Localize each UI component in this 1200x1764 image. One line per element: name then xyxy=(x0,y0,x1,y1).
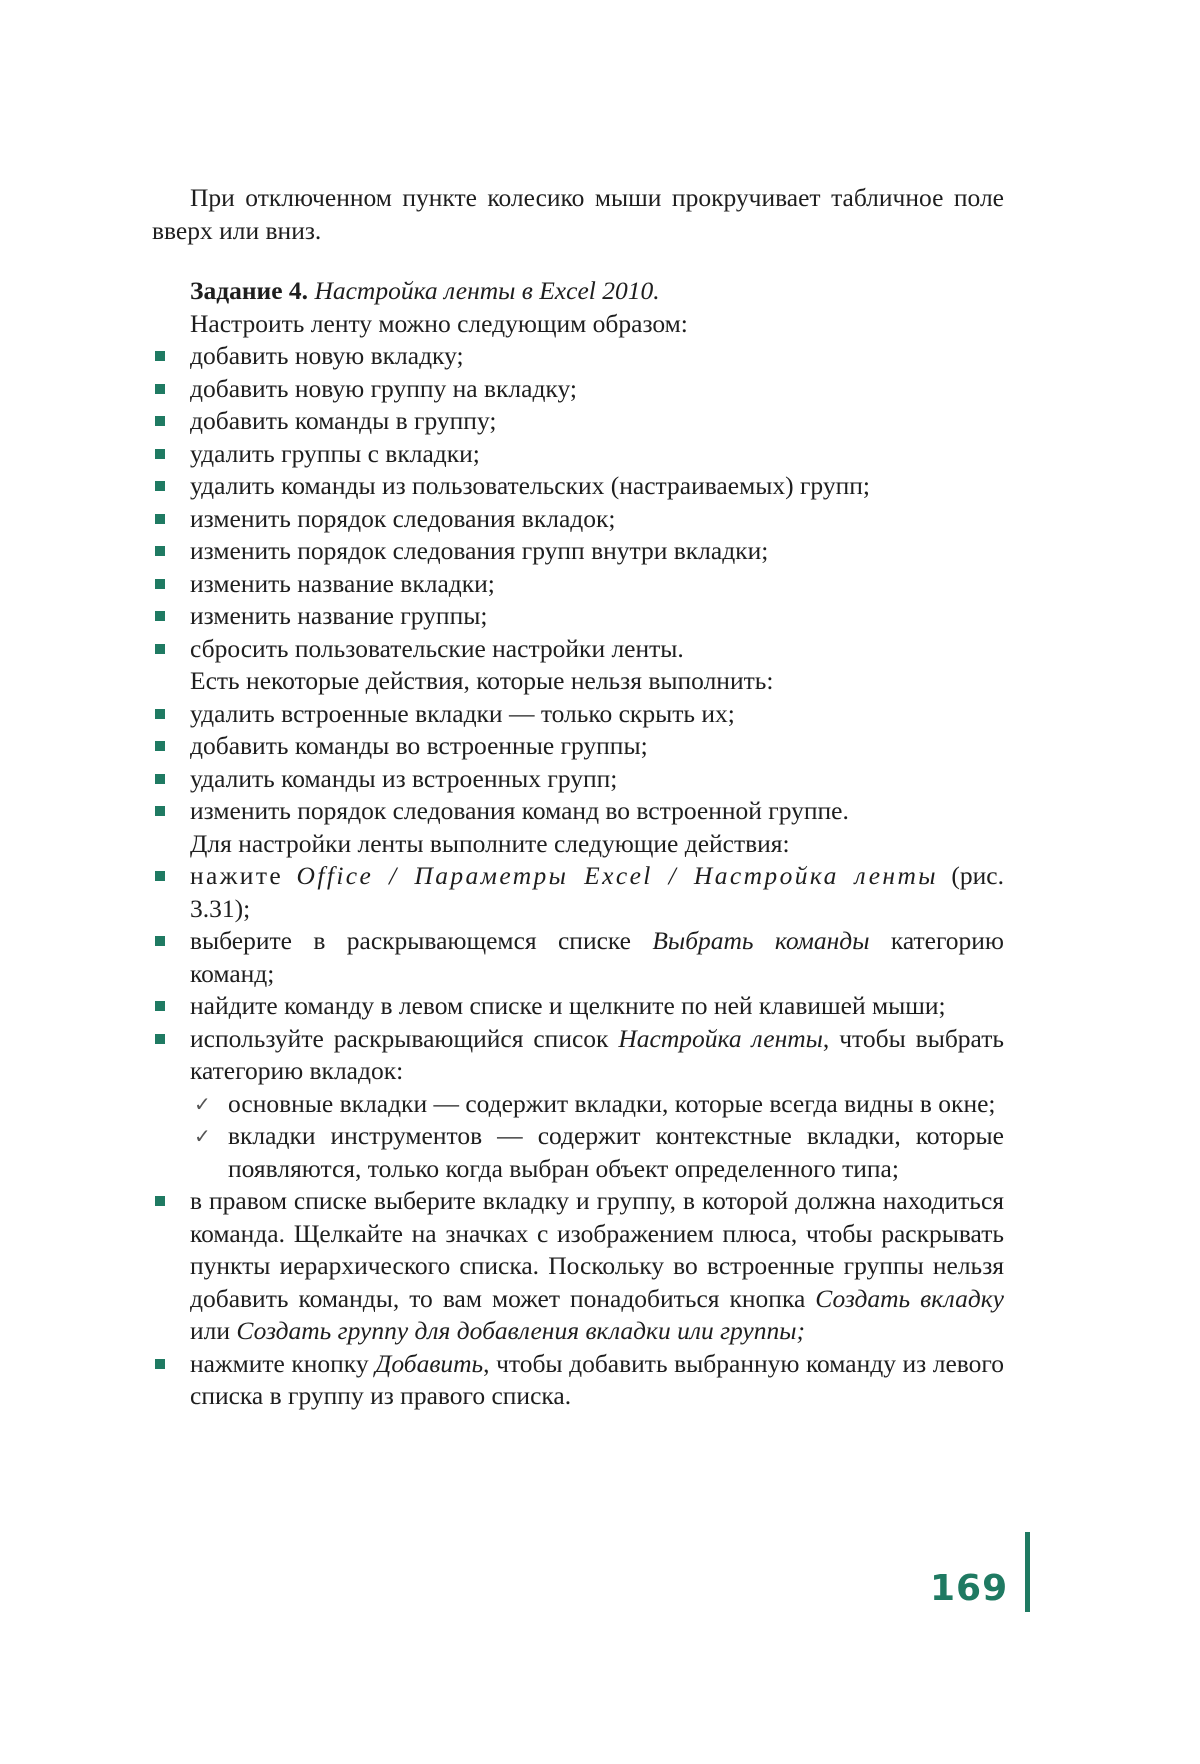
list-item-text: сбросить пользовательские настройки ленты. xyxy=(190,633,684,663)
step-item xyxy=(152,1185,1004,1348)
bullet-square-icon xyxy=(155,806,165,816)
list-item xyxy=(152,795,1004,828)
paragraph-gap xyxy=(152,247,1004,275)
bullet-square-icon xyxy=(155,384,165,394)
sub-list-item-text: основные вкладки — содержит вкладки, которые всегда видны в окне; xyxy=(228,1088,996,1118)
step-text: найдите команду в левом списке и щелкните по ней клавишей мыши; xyxy=(190,991,946,1020)
cannot-intro: Есть некоторые действия, которые нельзя выполнить: xyxy=(190,666,774,695)
checkmark-icon: ✓ xyxy=(194,1091,211,1116)
step-emphasis: Настройка ленты xyxy=(618,1023,823,1053)
menu-path: Office / Параметры Excel / Настройка ленты xyxy=(296,861,938,890)
list-item-text: изменить порядок следования групп внутри вкладки; xyxy=(190,536,769,565)
bullet-square-icon xyxy=(155,579,165,589)
list-item xyxy=(152,633,1004,666)
checkmark-icon: ✓ xyxy=(194,1124,211,1148)
bullet-square-icon xyxy=(155,449,165,459)
step-text: , чтобы выбрать категорию вкладок: xyxy=(190,1023,1004,1085)
bullet-square-icon xyxy=(155,546,165,556)
can-intro: Настроить ленту можно следующим образом: xyxy=(190,308,688,338)
list-item xyxy=(152,763,1004,796)
page-body xyxy=(152,182,1004,1413)
bullet-square-icon xyxy=(155,351,165,361)
intro-paragraph: При отключенном пункте колесико мыши прокручивает табличное поле вверх или вниз. xyxy=(152,183,1004,245)
step-emphasis: Создать группу для добавления вкладки или группы; xyxy=(236,1316,806,1345)
list-item-text: изменить порядок следования вкладок; xyxy=(190,503,616,533)
bullet-square-icon xyxy=(155,709,165,719)
list-item-text: добавить команды во встроенные группы; xyxy=(190,731,648,760)
bullet-square-icon xyxy=(155,741,165,751)
page-number: 169 xyxy=(930,1568,1009,1609)
list-item-text: изменить название вкладки; xyxy=(190,568,495,598)
list-item-text: изменить название группы; xyxy=(190,601,488,630)
step-emphasis: Создать вкладку xyxy=(815,1283,1004,1313)
bullet-square-icon xyxy=(155,774,165,784)
bullet-square-icon xyxy=(155,416,165,426)
list-item xyxy=(152,438,1004,471)
cannot-list xyxy=(152,698,1004,828)
step-item xyxy=(152,925,1004,990)
bullet-square-icon xyxy=(155,871,165,881)
bullet-square-icon xyxy=(155,1196,165,1206)
bullet-square-icon xyxy=(155,1359,165,1369)
bullet-square-icon xyxy=(155,644,165,654)
tab-category-list xyxy=(190,1088,1004,1186)
figure-reference: (рис. 3.31); xyxy=(190,861,1004,923)
task-heading xyxy=(152,275,1004,308)
sub-list-item xyxy=(190,1088,1004,1121)
bullet-square-icon xyxy=(155,1034,165,1044)
step-text: или xyxy=(190,1316,237,1345)
list-item xyxy=(152,730,1004,763)
list-item xyxy=(152,373,1004,406)
task-title: Настройка ленты в Excel 2010. xyxy=(314,276,660,305)
step-item xyxy=(152,990,1004,1023)
step-text: , чтобы добавить выбранную команду из левого списка в группу из правого списка. xyxy=(190,1348,1004,1410)
bullet-square-icon xyxy=(155,936,165,946)
step-text: выберите в раскрывающемся списке xyxy=(190,926,653,955)
steps-list xyxy=(152,860,1004,1413)
list-item xyxy=(152,568,1004,601)
step-emphasis: Добавить xyxy=(375,1348,484,1378)
sub-list-item-text: вкладки инструментов — содержит контекстные вкладки, которые появляются, только когда выбран объект определенного типа; xyxy=(228,1121,1004,1183)
list-item xyxy=(152,503,1004,536)
list-item-text: удалить команды из встроенных групп; xyxy=(190,763,618,793)
step-item xyxy=(152,860,1004,925)
bullet-square-icon xyxy=(155,514,165,524)
task-label: Задание 4. xyxy=(190,276,309,305)
step-item xyxy=(152,1348,1004,1413)
list-item-text: удалить команды из пользовательских (настраиваемых) групп; xyxy=(190,471,870,500)
step-text: категорию команд; xyxy=(190,926,1004,988)
list-item-text: изменить порядок следования команд во встроенной группе. xyxy=(190,796,849,825)
list-item-text: удалить встроенные вкладки — только скрыть их; xyxy=(190,698,735,728)
list-item xyxy=(152,600,1004,633)
bullet-square-icon xyxy=(155,481,165,491)
page-edge-rule xyxy=(1025,1532,1030,1612)
step-prefix: нажите xyxy=(190,861,284,890)
list-item-text: добавить команды в группу; xyxy=(190,406,497,435)
list-item-text: добавить новую вкладку; xyxy=(190,341,464,370)
step-text: в правом списке выберите вкладку и группу, в которой должна находиться команда. Щелкайте на значках с изображением плюса, чтобы раскрывать пункты иерархического списка. Поскольку во встроенные группы нельзя добавить команды, то вам может понадобиться кнопка xyxy=(190,1186,1004,1313)
steps-intro: Для настройки ленты выполните следующие действия: xyxy=(190,828,790,858)
step-emphasis: Выбрать команды xyxy=(652,926,870,955)
list-item xyxy=(152,340,1004,373)
can-list xyxy=(152,340,1004,665)
list-item-text: удалить группы с вкладки; xyxy=(190,438,480,468)
list-item xyxy=(152,470,1004,503)
sub-list-item xyxy=(190,1120,1004,1185)
list-item-text: добавить новую группу на вкладку; xyxy=(190,373,577,403)
step-text: используйте раскрывающийся список xyxy=(190,1023,619,1053)
list-item xyxy=(152,535,1004,568)
step-item xyxy=(152,1023,1004,1186)
bullet-square-icon xyxy=(155,1001,165,1011)
list-item xyxy=(152,405,1004,438)
list-item xyxy=(152,698,1004,731)
bullet-square-icon xyxy=(155,611,165,621)
step-text: нажмите кнопку xyxy=(190,1348,376,1378)
